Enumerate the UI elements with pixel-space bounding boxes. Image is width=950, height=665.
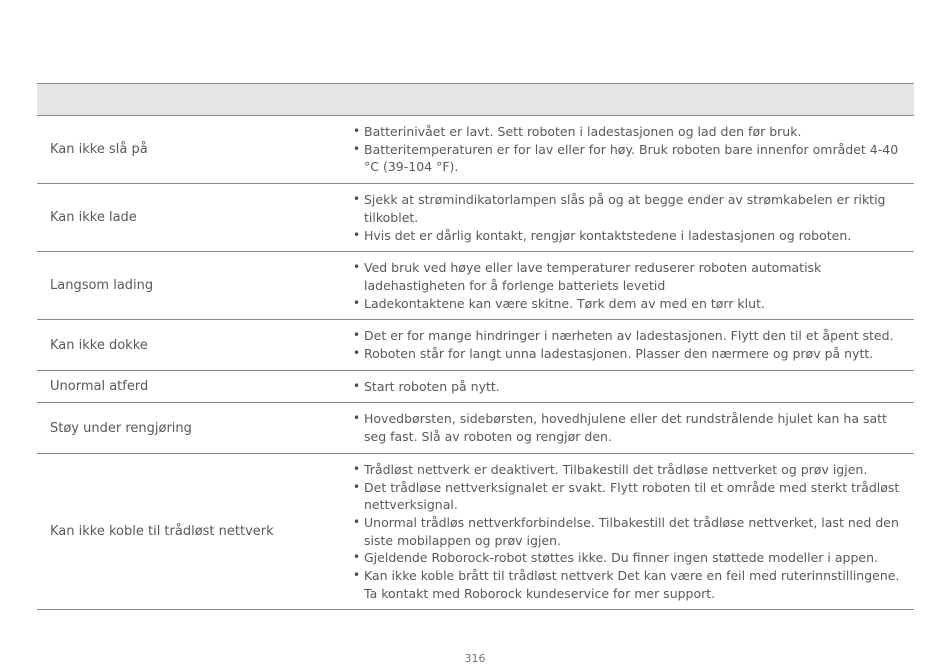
- solution-item: [353, 141, 908, 176]
- table-row: [37, 184, 914, 252]
- solution-text: Roboten står for langt unna ladestasjonen. Plasser den nærmere og prøv på nytt.: [364, 346, 874, 362]
- solution-item: [353, 191, 908, 226]
- solution-item: [353, 259, 908, 294]
- bullet-icon: •: [353, 124, 361, 138]
- solution-text: Start roboten på nytt.: [364, 378, 500, 394]
- bullet-icon: •: [353, 328, 361, 343]
- solution-text: Trådløst nettverk er deaktivert. Tilbakestill det trådløse nettverket og prøv igjen.: [364, 461, 868, 477]
- problem-cell: Støy under rengjøring: [50, 420, 192, 436]
- solutions-cell: [353, 320, 914, 369]
- table-row: [37, 252, 914, 320]
- table-body: [37, 116, 914, 610]
- solution-item: [353, 461, 908, 479]
- solutions-cell: [353, 403, 914, 452]
- solutions-cell: [353, 454, 914, 610]
- solution-item: [353, 410, 908, 445]
- bullet-icon: •: [353, 411, 361, 426]
- bullet-icon: •: [353, 479, 361, 494]
- solution-text: Hvis det er dårlig kontakt, rengjør kontaktstedene i ladestasjonen og roboten.: [364, 227, 852, 243]
- bullet-icon: •: [353, 568, 361, 583]
- problem-cell: Unormal atferd: [50, 379, 149, 395]
- solution-item: [353, 514, 908, 549]
- solution-item: [353, 549, 908, 567]
- problem-cell: Langsom lading: [50, 278, 154, 294]
- solution-text: Unormal trådløs nettverkforbindelse. Tilbakestill det trådløse nettverket, last ned den siste mobilappen og prøv igjen.: [364, 514, 899, 548]
- solutions-cell: [353, 371, 914, 403]
- solution-item: [353, 123, 908, 141]
- table-row: [37, 320, 914, 370]
- solutions-cell: [353, 184, 914, 251]
- bullet-icon: •: [353, 346, 361, 361]
- solution-item: [353, 567, 908, 602]
- problem-cell: Kan ikke lade: [50, 210, 137, 226]
- table-row: [37, 454, 914, 611]
- table-row: [37, 371, 914, 404]
- solution-item: [353, 345, 908, 363]
- solution-text: Det er for mange hindringer i nærheten av ladestasjonen. Flytt den til et åpent sted.: [364, 328, 894, 344]
- solution-text: Det trådløse nettverksignalet er svakt. Flytt roboten til et område med sterkt trådløst nettverksignal.: [364, 479, 900, 513]
- solution-text: Kan ikke koble brått til trådløst nettverk Det kan være en feil med ruterinnstillingene. Ta kontakt med Roborock kundeservice for mer support.: [364, 568, 900, 601]
- solution-item: [353, 295, 908, 313]
- solution-text: Ladekontaktene kan være skitne. Tørk dem av med en tørr klut.: [364, 295, 765, 311]
- solution-item: [353, 227, 908, 245]
- bullet-icon: •: [353, 141, 361, 156]
- solution-text: Batteritemperaturen er for lav eller for høy. Bruk roboten bare innenfor området 4-40 °C (39-104 °F).: [364, 141, 899, 175]
- problem-cell: Kan ikke koble til trådløst nettverk: [50, 524, 274, 540]
- table-header: [37, 83, 914, 116]
- page-number: 316: [464, 652, 486, 665]
- bullet-icon: •: [353, 461, 361, 476]
- solution-item: [353, 327, 908, 345]
- solution-text: Ved bruk ved høye eller lave temperaturer reduserer roboten automatisk ladehastigheten for å forlenge batteriets levetid: [364, 260, 822, 293]
- table-row: [37, 403, 914, 453]
- problem-cell: Kan ikke dokke: [50, 337, 148, 353]
- solution-text: Batterinivået er lavt. Sett roboten i ladestasjonen og lad den før bruk.: [364, 124, 802, 139]
- solution-text: Sjekk at strømindikatorlampen slås på og at begge ender av strømkabelen er riktig tilkoblet.: [364, 192, 886, 225]
- troubleshooting-table: [37, 83, 914, 610]
- table-row: [37, 116, 914, 184]
- bullet-icon: •: [353, 295, 361, 310]
- solution-item: [353, 479, 908, 514]
- problem-cell: Kan ikke slå på: [50, 142, 148, 158]
- solutions-cell: [353, 252, 914, 319]
- solutions-cell: [353, 116, 914, 183]
- solution-text: Gjeldende Roborock-robot støttes ikke. Du finner ingen støttede modeller i appen.: [364, 550, 878, 566]
- bullet-icon: •: [353, 227, 361, 242]
- bullet-icon: •: [353, 514, 361, 529]
- bullet-icon: •: [353, 192, 361, 207]
- bullet-icon: •: [353, 260, 361, 275]
- solution-item: [353, 378, 908, 396]
- solution-text: Hovedbørsten, sidebørsten, hovedhjulene eller det rundstrålende hjulet kan ha satt seg fast. Slå av roboten og rengjør den.: [364, 411, 887, 445]
- bullet-icon: •: [353, 550, 361, 565]
- bullet-icon: •: [353, 378, 361, 393]
